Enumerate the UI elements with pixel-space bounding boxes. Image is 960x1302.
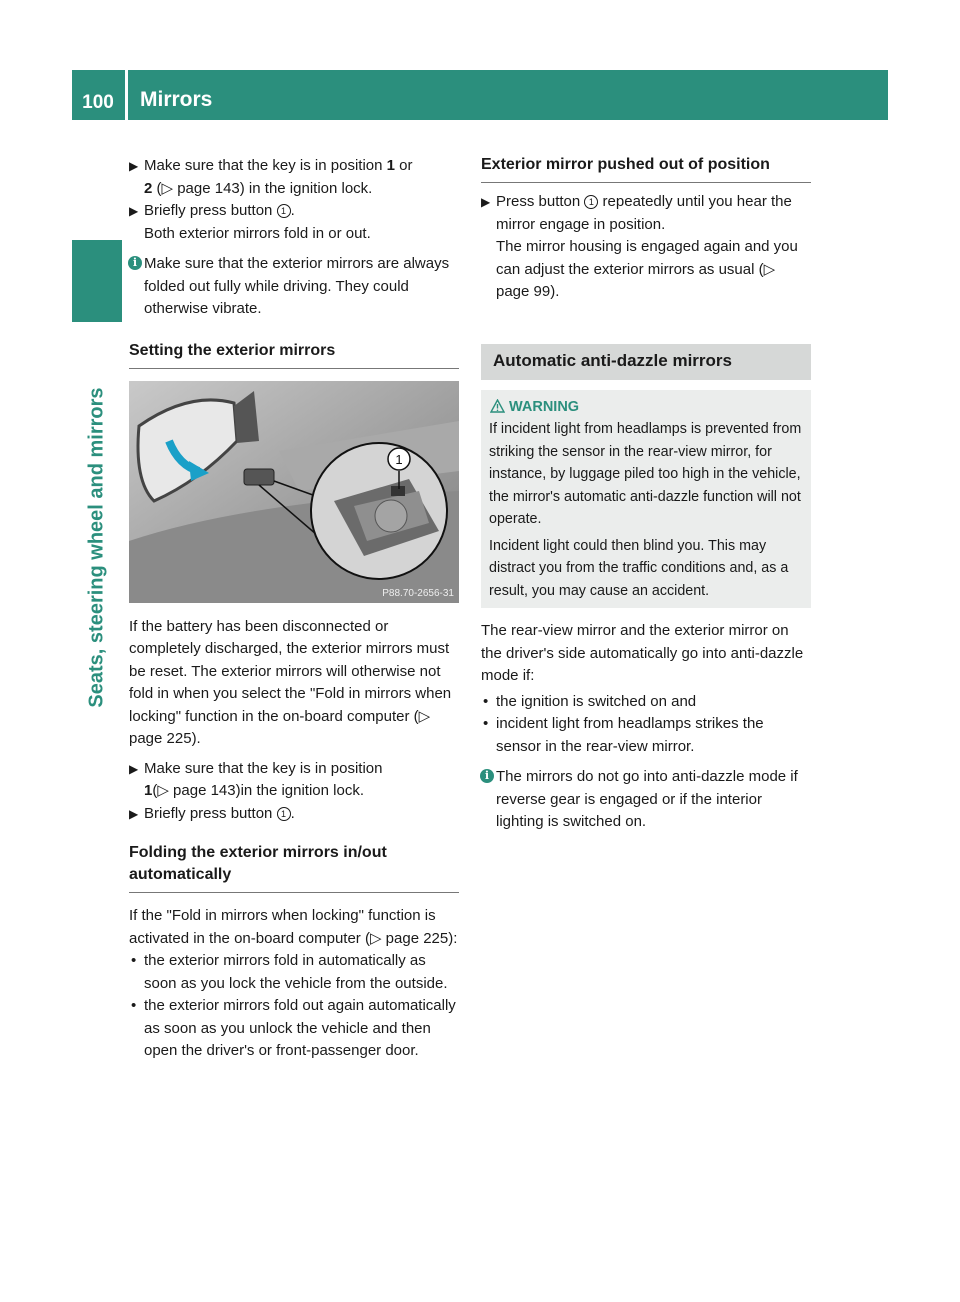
warning-title: WARNING: [489, 396, 803, 419]
heading-setting-mirrors: Setting the exterior mirrors: [129, 340, 459, 369]
circled-number-1: 1: [277, 807, 291, 821]
side-tab-label: Seats, steering wheel and mirrors: [85, 387, 108, 708]
info-icon: i: [128, 256, 142, 270]
right-column: [481, 154, 811, 834]
circled-number-1: 1: [584, 195, 598, 209]
list-item: • incident light from headlamps strikes the sensor in the rear-view mirror.: [483, 715, 764, 755]
left-column: [129, 155, 459, 1063]
warning-text-2: Incident light could then blind you. This may distract you from the traffic conditions and, as a result, you may cause an accident.: [489, 537, 789, 599]
heading-folding-automatic: Folding the exterior mirrors in/out automatically: [129, 842, 459, 893]
warning-text-1: If incident light from headlamps is prevented from striking the sensor in the rear-view mirror, for instance, by luggage piled too high in the vehicle, the mirror's automatic anti-dazzle function will not operate.: [489, 421, 802, 527]
play-arrow-icon: ▶: [129, 159, 139, 173]
circled-number-1: 1: [277, 204, 291, 218]
step-press-button: ▶ Briefly press button 1 . Both exterior mirrors fold in or out.: [129, 202, 371, 242]
header-divider: [125, 70, 128, 120]
play-arrow-icon: ▶: [129, 204, 139, 218]
side-tab-block: [72, 240, 122, 322]
para-anti-dazzle: The rear-view mirror and the exterior mirror on the driver's side automatically go into anti-dazzle mode if:: [481, 622, 804, 684]
step-press-repeatedly: ▶ Press button 1 repeatedly until you hear the mirror engage in position. The mirror housing is engaged again and you can adjust the exterior mirrors as usual (▷ page 99).: [481, 193, 798, 300]
step-key-position: ▶ Make sure that the key is in position 1 or 2 (▷ page 143) in the ignition lock.: [129, 157, 413, 197]
figure-code: P88.70-2656-31: [382, 587, 454, 599]
heading-mirror-pushed: Exterior mirror pushed out of position: [481, 154, 811, 183]
list-item: • the exterior mirrors fold in automatically as soon as you lock the vehicle from the outside.: [131, 952, 448, 992]
callout-1: 1: [395, 451, 403, 467]
door-panel-drawing: [129, 381, 459, 603]
step-key-position-2: ▶ Make sure that the key is in position 1(▷ page 143)in the ignition lock.: [129, 759, 383, 799]
info-note-anti-dazzle: i The mirrors do not go into anti-dazzle mode if reverse gear is engaged or if the interior lighting is switched on.: [481, 766, 811, 834]
side-tab: [72, 340, 122, 760]
play-arrow-icon: ▶: [481, 195, 491, 209]
info-note-driving: i Make sure that the exterior mirrors are always folded out fully while driving. They could otherwise vibrate.: [129, 253, 459, 321]
page-title: Mirrors: [140, 88, 213, 111]
section-anti-dazzle: Automatic anti-dazzle mirrors: [481, 344, 811, 380]
para-fold-function: If the "Fold in mirrors when locking" function is activated in the on-board computer (▷ page 225):: [129, 907, 458, 947]
mirror-switch-illustration: [129, 381, 459, 603]
play-arrow-icon: ▶: [129, 806, 139, 821]
play-arrow-icon: ▶: [129, 761, 139, 776]
info-icon: i: [480, 769, 494, 783]
warning-triangle-icon: [490, 399, 505, 413]
page-number: 100: [82, 92, 114, 113]
warning-box: [481, 390, 811, 609]
list-item: • the ignition is switched on and: [483, 692, 697, 710]
list-item: • the exterior mirrors fold out again automatically as soon as you unlock the vehicle and then open the driver's or front-passenger door.: [131, 997, 456, 1059]
para-battery-reset: If the battery has been disconnected or completely discharged, the exterior mirrors must be reset. The exterior mirrors will otherwise not fold in when you select the "Fold in mirrors when locking" function in the on-board computer (▷ page 225).: [129, 617, 452, 747]
step-press-button-2: ▶ Briefly press button 1 .: [129, 803, 459, 826]
